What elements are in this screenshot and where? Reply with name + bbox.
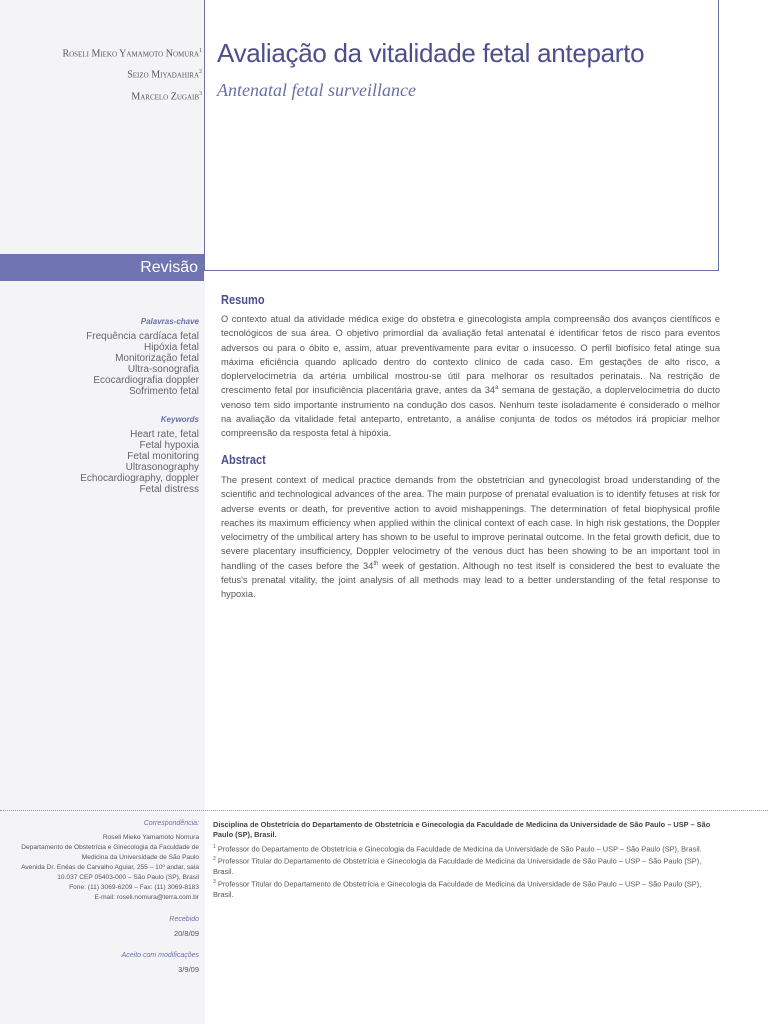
footnote: $^3$ Professor Titular do Departamento de Obstetrícia e Ginecologia da Faculdade de Medicina da Universidade de São Paulo – USP – São Paulo (SP), Brasil. — [213, 879, 702, 900]
resumo-text: O contexto atual da atividade médica exige do obstetra e ginecologista ampla compreensão dos avanços científicos e tecnológicos de sua área. O objetivo primordial da avaliação fetal antenatal é identificar fetos de risco para eventos adversos ou para o óbito e, assim, atuar preventivamente para evitar o insucesso. O perfil biofísico fetal atinge sua máxima eficiência quando aplicado dentro do contexto clínico de cada caso. Em gestações de alto risco, a doplervelocimetria da artéria umbilical mostrou-se útil para melhorar os resultados perinatais. Na restrição de crescimento fetal por insuficiência placentária grave, antes da 34$^a$ semana de gestação, a doplervelocimetria do ducto venoso tem sido importante instrumento na condução dos casos. Nenhum teste isoladamente é considerado o melhor na avaliação da vitalidade fetal anteparto, entretanto, a análise conjunta de todos os métodos irá propiciar melhor compreensão da resposta fetal à hipóxia. — [221, 314, 720, 439]
institution: Disciplina de Obstetrícia do Departamento de Obstetrícia e Ginecologia da Faculdade de Medicina da Universidade de São Paulo – USP – São Paulo (SP), Brasil. — [213, 820, 711, 840]
article-title: Avaliação da vitalidade fetal anteparto — [217, 38, 645, 68]
correspondence-line: 10.037 CEP 05403-000 – São Paulo (SP), Brasil — [57, 874, 199, 881]
correspondence-heading: Correspondência: — [143, 820, 199, 827]
keyword-en: Fetal distress — [139, 484, 199, 495]
keyword-pt: Sofrimento fetal — [128, 386, 199, 397]
author-2: Seizo Miyadahira$^2$ — [127, 69, 202, 81]
palavras-chave-block — [86, 316, 199, 397]
keyword-en: Ultrasonography — [125, 462, 199, 473]
keyword-pt: Monitorização fetal — [115, 353, 199, 364]
correspondence-block — [9, 819, 199, 975]
article-subtitle: Antenatal fetal surveillance — [217, 80, 416, 100]
affiliation-block — [213, 820, 718, 900]
section-label: Revisão — [0, 254, 204, 281]
accepted-date: 3/9/09 — [178, 965, 199, 974]
keyword-en: Heart rate, fetal — [130, 429, 199, 440]
footnote: $^1$ Professor do Departamento de Obstetrícia e Ginecologia da Faculdade de Medicina da Universidade de São Paulo – USP – São Paulo (SP), Brasil. — [213, 843, 702, 854]
author-3: Marcelo Zugaib$^3$ — [131, 90, 202, 102]
keyword-en: Fetal monitoring — [127, 451, 199, 462]
correspondence-line: Medicina da Universidade de São Paulo — [81, 854, 199, 861]
correspondence-line: Departamento de Obstetrícia e Ginecologia da Faculdade de — [21, 844, 199, 851]
keywords-block — [80, 414, 199, 495]
keyword-pt: Ecocardiografia doppler — [93, 375, 199, 386]
resumo-heading: Resumo — [221, 292, 265, 307]
received-date: 20/8/09 — [173, 929, 199, 938]
footer-divider — [0, 810, 768, 811]
correspondence-line: Fone: (11) 3069-6209 – Fax: (11) 3069-8183 — [69, 884, 199, 891]
author-1: Roseli Mieko Yamamoto Nomura$^1$ — [62, 48, 202, 60]
abstract-heading: Abstract — [221, 452, 266, 467]
abstract-text: The present context of medical practice demands from the obstetrician and gynecologist broad understanding of the scientific and technological advances of the area. The main purpose of prenatal evaluation is to identify fetuses at risk for adverse events or death, for preventive action to avoid mishappenings. The determination of fetal biophysical profile reaches its maximum efficiency when applied within the clinical context of each case. In high risk gestations, the Doppler velocimetry of the umbilical artery has shown to be useful to improve perinatal outcome. In the fetal growth deficit, due to severe placentary insufficiency, Doppler velocimetry of the venous duct has been showing to be an important tool in handling of the cases before the 34th week of gestation. Although no test itself is considered the best to evaluate the fetus's prenatal vitality, the joint analysis of all methods may lead to a better understanding of the fetal response to hypoxia. — [221, 475, 720, 600]
footnote: $^2$ Professor Titular do Departamento de Obstetrícia e Ginecologia da Faculdade de Medicina da Universidade de São Paulo – USP – São Paulo (SP), Brasil. — [213, 856, 702, 877]
keyword-pt: Ultra-sonografia — [127, 364, 199, 375]
keyword-pt: Frequência cardíaca fetal — [86, 331, 199, 342]
author-list — [62, 42, 202, 106]
accepted-label: Aceito com modificações — [121, 952, 199, 959]
correspondence-line: Avenida Dr. Enéas de Carvalho Aguiar, 255 – 10º andar, sala — [21, 864, 199, 871]
keywords-heading: Keywords — [160, 415, 199, 424]
keyword-en: Fetal hypoxia — [139, 440, 199, 451]
received-label: Recebido — [169, 916, 199, 923]
keyword-en: Echocardiography, doppler — [80, 473, 199, 484]
correspondence-email: E-mail: roseli.nomura@terra.com.br — [94, 894, 199, 901]
keyword-pt: Hipóxia fetal — [143, 342, 199, 353]
correspondence-line: Roseli Mieko Yamamoto Nomura — [102, 834, 199, 841]
palavras-chave-heading: Palavras-chave — [140, 317, 199, 326]
